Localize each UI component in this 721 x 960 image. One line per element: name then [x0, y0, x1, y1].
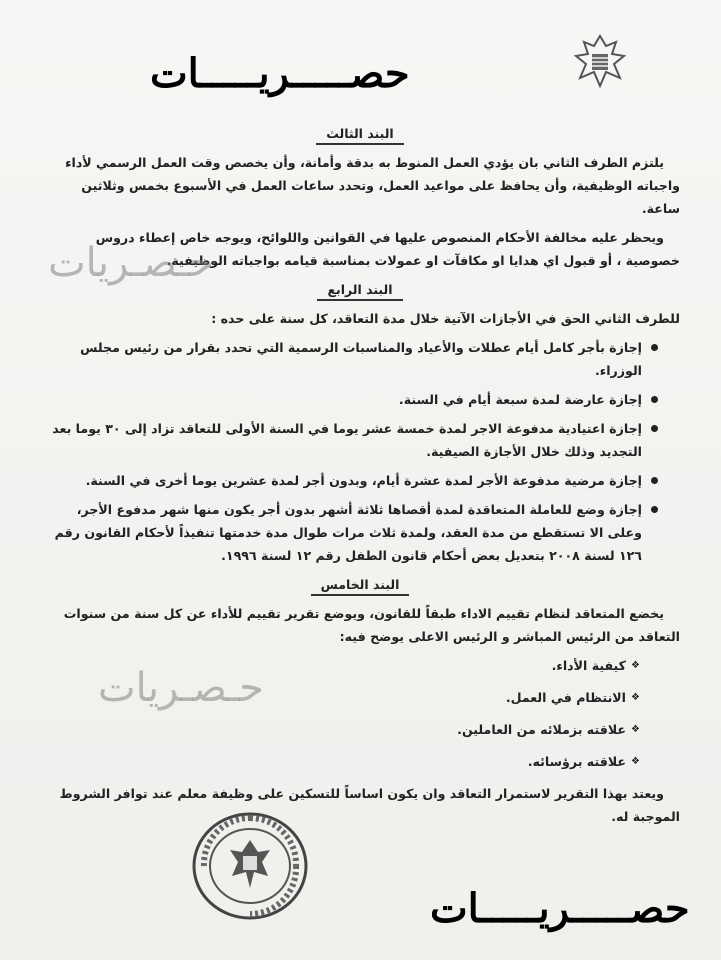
- clause-5-title: البند الخامس: [40, 573, 680, 596]
- list-item: ❖ الانتظام في العمل.: [40, 686, 640, 709]
- clause-5-outro: ويعتد بهذا التقرير لاستمرار التعاقد وان يكون اساساً للتسكين على وظيفة معلم عند توافر الشروط الموجبة له.: [59, 786, 680, 824]
- clause-4-intro: للطرف الثاني الحق في الأجازات الآتية خلال مدة التعاقد، كل سنة على حده :: [211, 311, 680, 326]
- list-item: ❖ علاقته برؤسائه.: [40, 750, 640, 773]
- clause-5-intro: يخضع المتعاقد لنظام تقييم الاداء طبقاً للقانون، ويوضع تقرير تقييم للأداء عن كل سنة من سنوات التعاقد من الرئيس المباشر و الرئيس الاعلى يوضح فيه:: [63, 606, 680, 644]
- clause-4-list: [40, 336, 658, 567]
- clause-3-title: البند الثالث: [40, 122, 680, 145]
- list-item: ❖ علاقته بزملائه من العاملين.: [40, 718, 640, 741]
- list-item: ❖ كيفية الأداء.: [40, 654, 640, 677]
- list-item: إجازة اعتيادية مدفوعة الاجر لمدة خمسة عشر يوما في السنة الأولى للتعاقد تزاد إلى ٣٠ يوما بعد التجديد وذلك خلال الأجازة الصيفية.: [40, 417, 658, 463]
- list-item: إجازة وضع للعاملة المتعاقدة لمدة أقصاها ثلاثة أشهر بدون أجر يكون منها شهر مدفوع الأجر، وعلى الا تستقطع من مدة العقد، ولمدة ثلاث مرات طوال مدة خدمتها تنفيذاً لأحكام القانون رقم ١٢٦ لسنة ٢٠٠٨ بتعديل بعض أحكام قانون الطفل رقم ١٢ لسنة ١٩٩٦.: [40, 498, 658, 567]
- side-watermark: حـصـريات: [48, 240, 214, 286]
- clause-3-paragraph-2: ويحظر عليه مخالفة الأحكام المنصوص عليها في القوانين واللوائح، ويوجه خاص إعطاء دروس خصوصية ، أو قبول اي هدايا او مكافآت او عمولات بمناسبة قيامه بواجباته الوظيفية.: [95, 230, 680, 268]
- header-watermark: حصـــــريـــــات: [150, 50, 410, 97]
- clause-4-title: البند الرابع: [40, 278, 680, 301]
- emblem-icon: [572, 32, 628, 90]
- side-watermark: حـصـريات: [98, 665, 264, 711]
- list-item: إجازة عارضة لمدة سبعة أيام في السنة.: [40, 388, 658, 411]
- clause-3-paragraph-1: يلتزم الطرف الثاني بان يؤدي العمل المنوط به بدقة وأمانة، وأن يخصص وقت العمل الرسمي لأداء واجباته الوظيفية، وأن يحافظ على مواعيد العمل، وتحدد ساعات العمل في الأسبوع بخمس وثلاثين ساعة.: [65, 155, 680, 216]
- footer-watermark: حصـــــريـــــات: [430, 885, 690, 932]
- official-seal-icon: [190, 810, 310, 922]
- contract-body: [40, 118, 680, 834]
- list-item: إجازة مرضية مدفوعة الأجر لمدة عشرة أيام، وبدون أجر لمدة عشرين يوما أخرى في السنة.: [40, 469, 658, 492]
- list-item: إجازة بأجر كامل أيام عطلات والأعياد والمناسبات الرسمية التي تحدد بقرار من رئيس مجلس الوزراء.: [40, 336, 658, 382]
